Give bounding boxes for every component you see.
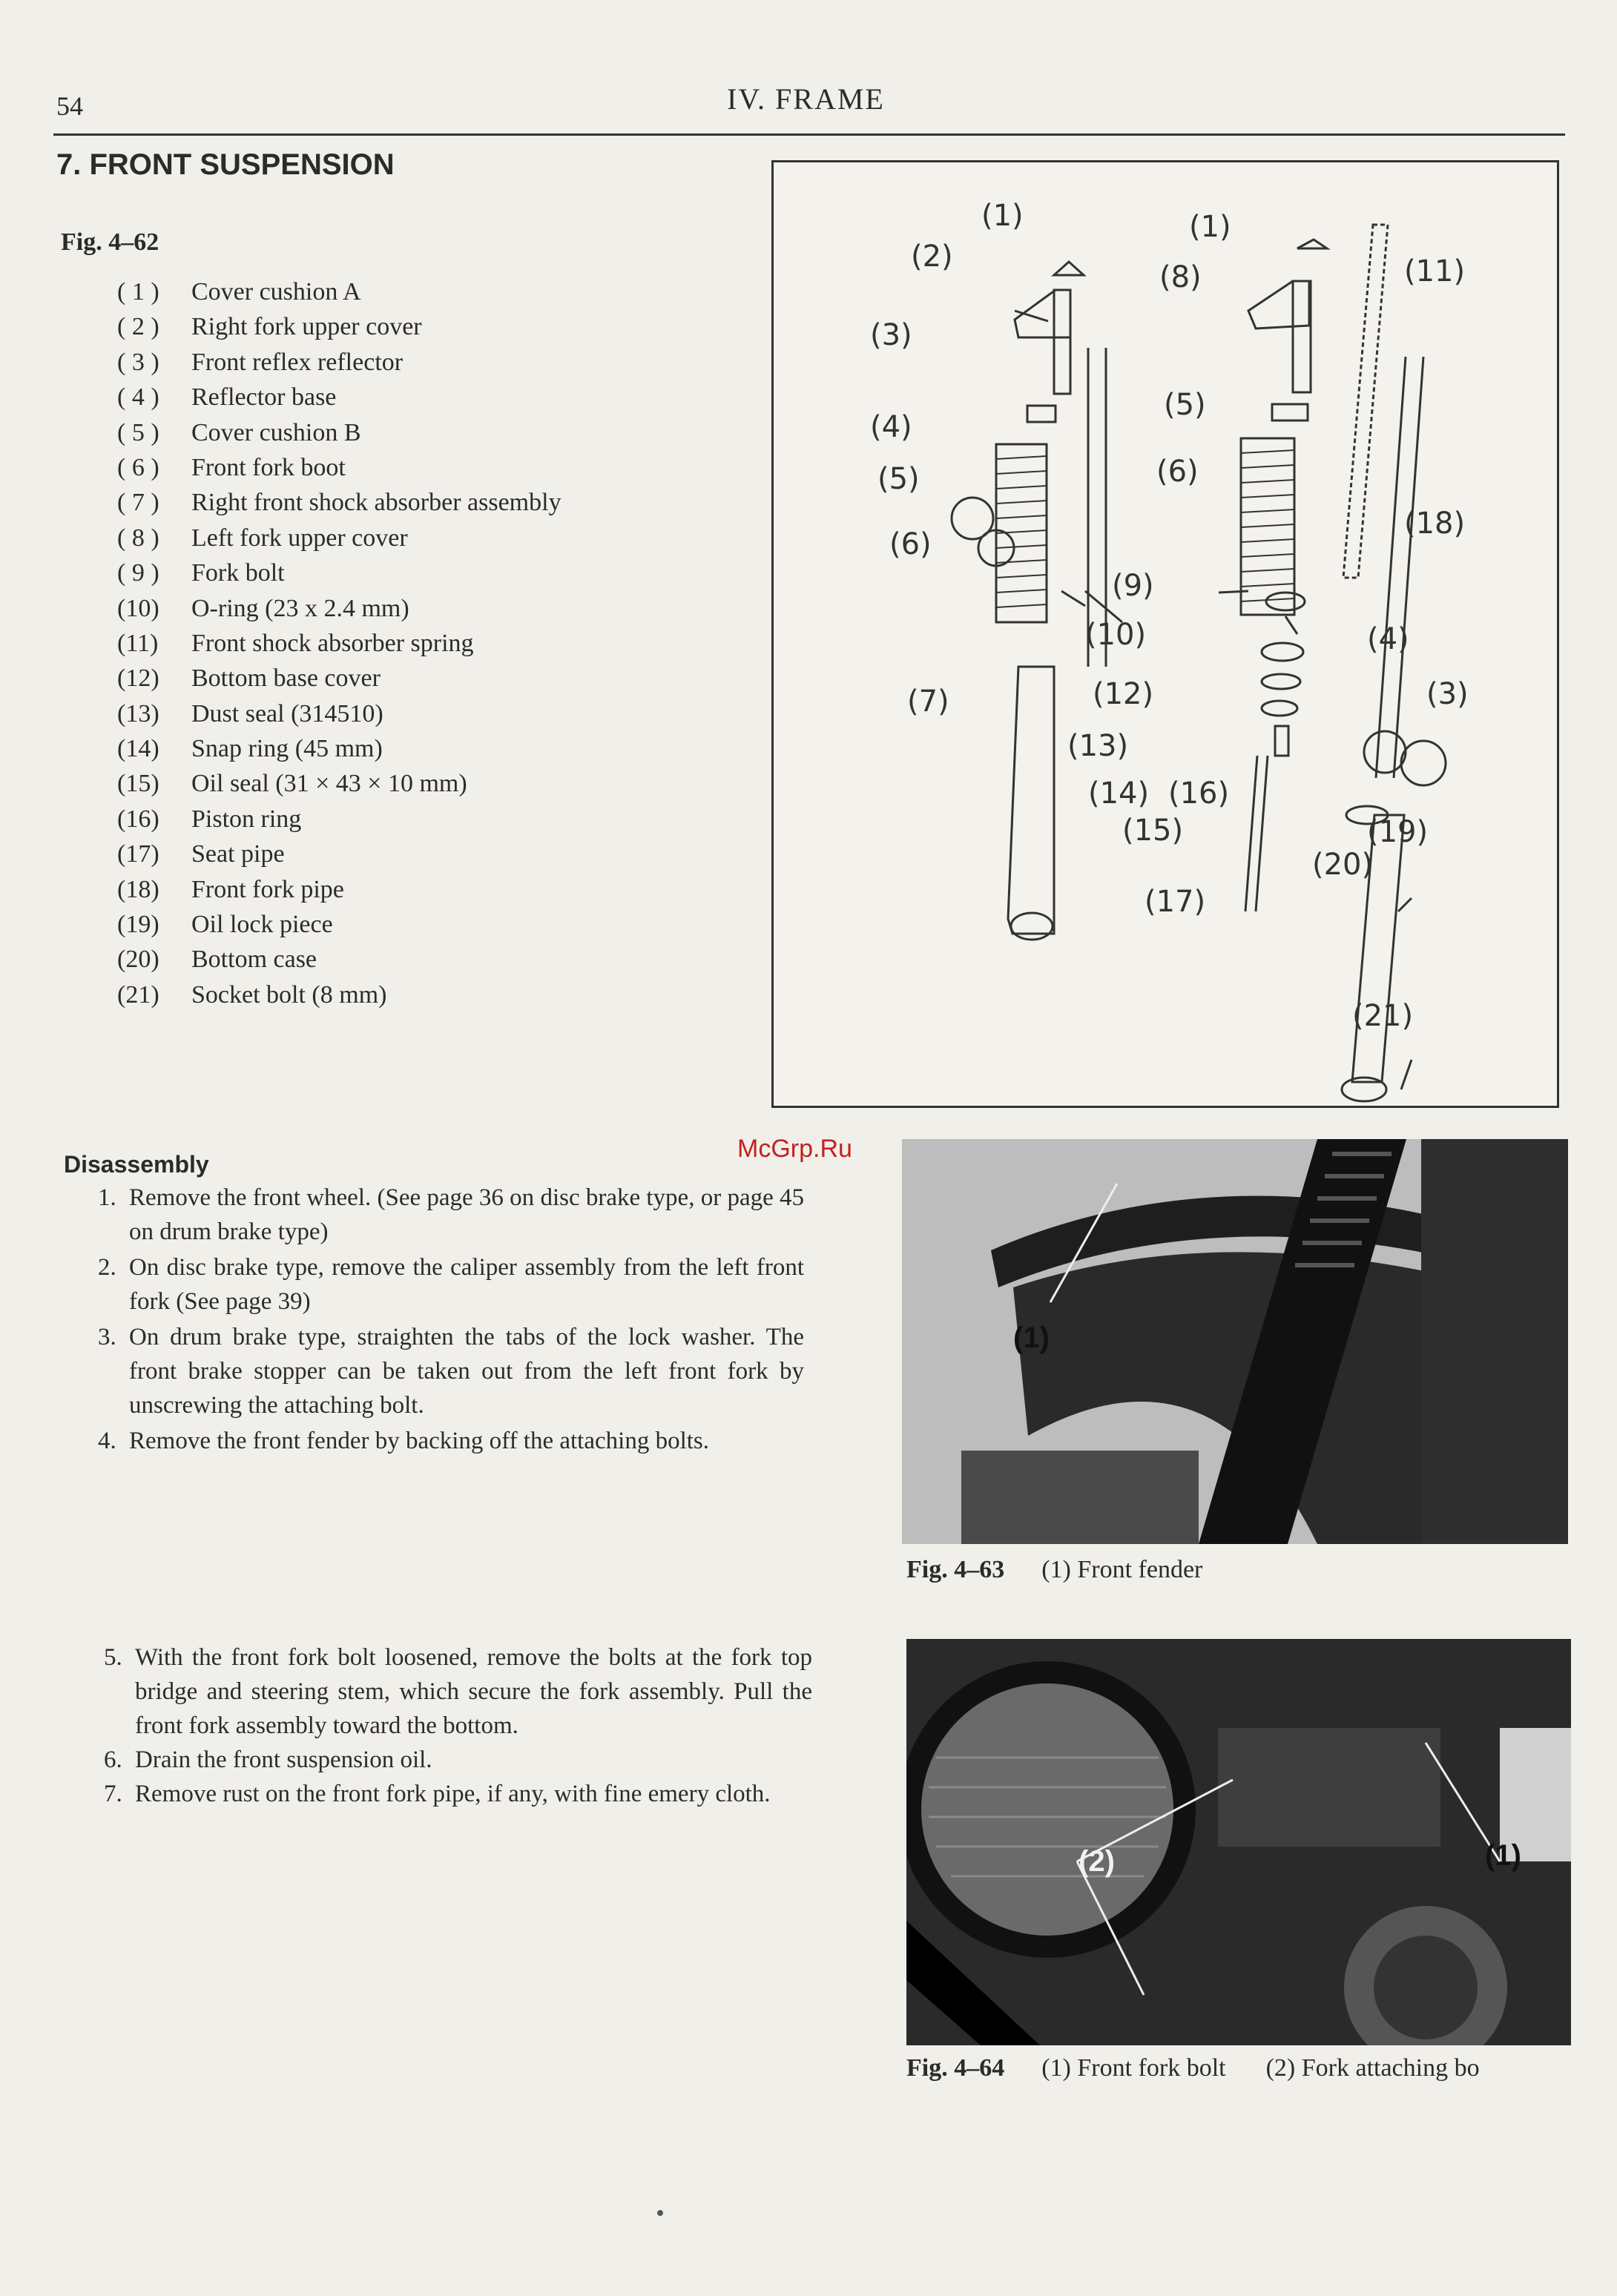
page-number: 54 [56,91,83,121]
legend-item: ( 9 ) Fork bolt [117,559,285,587]
diagram-label: (20) [1312,848,1374,882]
photo-callout: (2) [1078,1845,1115,1878]
section-header: IV. FRAME [727,82,885,116]
step-item: 4. Remove the front fender by backing off the attaching bolts. [98,1428,709,1454]
legend-item: (17) Seat pipe [117,840,285,868]
diagram-label: (3) [1426,677,1469,711]
diagram-label: (16) [1168,776,1230,811]
diagram-label: (14) [1088,776,1150,811]
legend-item: (21) Socket bolt (8 mm) [117,980,387,1009]
diagram-label: (3) [870,318,912,352]
diagram-label: (13) [1067,729,1129,763]
step-item: 2. On disc brake type, remove the caliper assembly from the left front fork (See page 39) [98,1254,804,1315]
diagram-label: (9) [1112,569,1154,603]
photo-callout: (1) [1013,1322,1050,1354]
photo-callout: (1) [1485,1839,1521,1872]
figure-caption-4-64: Fig. 4–64 (1) Front fork bolt (2) Fork attaching bo [906,2054,1480,2082]
parts-legend [117,274,561,1012]
legend-item: ( 3 ) Front reflex reflector [117,348,404,376]
diagram-label: (5) [877,462,920,496]
photo-front-fender [902,1139,1568,1544]
legend-item: (10) O-ring (23 x 2.4 mm) [117,594,409,622]
disassembly-steps-5-7 [104,1640,812,1811]
diagram-label: (15) [1122,814,1184,848]
legend-item: (18) Front fork pipe [117,875,344,903]
photo-fork-bolts-graphic [906,1639,1571,2045]
diagram-label: (1) [1189,210,1231,244]
step-item: 7. Remove rust on the front fork pipe, if any, with fine emery cloth. [104,1781,771,1807]
diagram-label: (5) [1164,388,1206,422]
step-item: 5. With the front fork bolt loosened, remove the bolts at the fork top bridge and steering stem, which secure the fork assembly. Pull the front fork assembly toward the bottom. [104,1644,812,1739]
diagram-label: (7) [907,684,949,719]
diagram-label: (2) [911,240,953,274]
section-title: 7. FRONT SUSPENSION [56,148,395,181]
legend-item: ( 6 ) Front fork boot [117,453,346,481]
legend-item: (12) Bottom base cover [117,664,381,693]
legend-item: ( 8 ) Left fork upper cover [117,524,408,552]
diagram-label: (21) [1352,999,1414,1033]
exploded-fork-diagram [771,160,1559,1108]
legend-item: (13) Dust seal (314510) [117,699,383,728]
diagram-label: (17) [1145,885,1206,919]
step-item: 1. Remove the front wheel. (See page 36 on disc brake type, or page 45 on drum brake type) [98,1184,804,1245]
photo-fork-bolts [906,1639,1571,2045]
step-item: 6. Drain the front suspension oil. [104,1746,432,1773]
figure-caption-4-62: Fig. 4–62 [61,228,159,256]
legend-item: ( 7 ) Right front shock absorber assembly [117,489,561,517]
legend-item: ( 1 ) Cover cushion A [117,278,361,306]
spring-shape [1343,225,1388,578]
legend-item: (15) Oil seal (31 × 43 × 10 mm) [117,770,467,798]
disassembly-steps-1-4 [98,1181,804,1459]
legend-item: (20) Bottom case [117,946,317,974]
legend-item: (14) Snap ring (45 mm) [117,735,383,763]
diagram-label: (19) [1367,815,1429,849]
legend-item: (19) Oil lock piece [117,911,333,939]
right-fork-lower-shape [1008,667,1054,934]
legend-item: ( 4 ) Reflector base [117,383,337,412]
exploded-fork-drawing [774,162,1561,1110]
photo-front-fender-graphic [902,1139,1568,1544]
diagram-label: (1) [981,199,1024,233]
step-item: 3. On drum brake type, straighten the tabs of the lock washer. The front brake stopper can be taken out from the left front fork by unscrewing the attaching bolt. [98,1324,804,1419]
diagram-label: (11) [1404,254,1466,288]
watermark: McGrp.Ru [737,1135,852,1163]
diagram-label: (4) [1367,622,1409,656]
diagram-label: (18) [1404,507,1466,541]
diagram-label: (4) [870,410,912,444]
disassembly-heading: Disassembly [64,1151,209,1178]
diagram-label: (6) [1156,455,1199,489]
diagram-label: (12) [1093,677,1154,711]
cover-cushion-a-shape [1054,262,1084,275]
header-rule [53,133,1565,136]
legend-item: ( 2 ) Right fork upper cover [117,313,422,341]
figure-caption-4-63: Fig. 4–63 (1) Front fender [906,1556,1203,1583]
legend-item: (16) Piston ring [117,805,302,833]
diagram-label: (6) [889,527,932,561]
legend-item: ( 5 ) Cover cushion B [117,418,361,446]
diagram-label: (8) [1159,260,1202,294]
diagram-label: (10) [1085,618,1147,652]
legend-item: (11) Front shock absorber spring [117,629,474,657]
stray-dot [657,2210,663,2216]
